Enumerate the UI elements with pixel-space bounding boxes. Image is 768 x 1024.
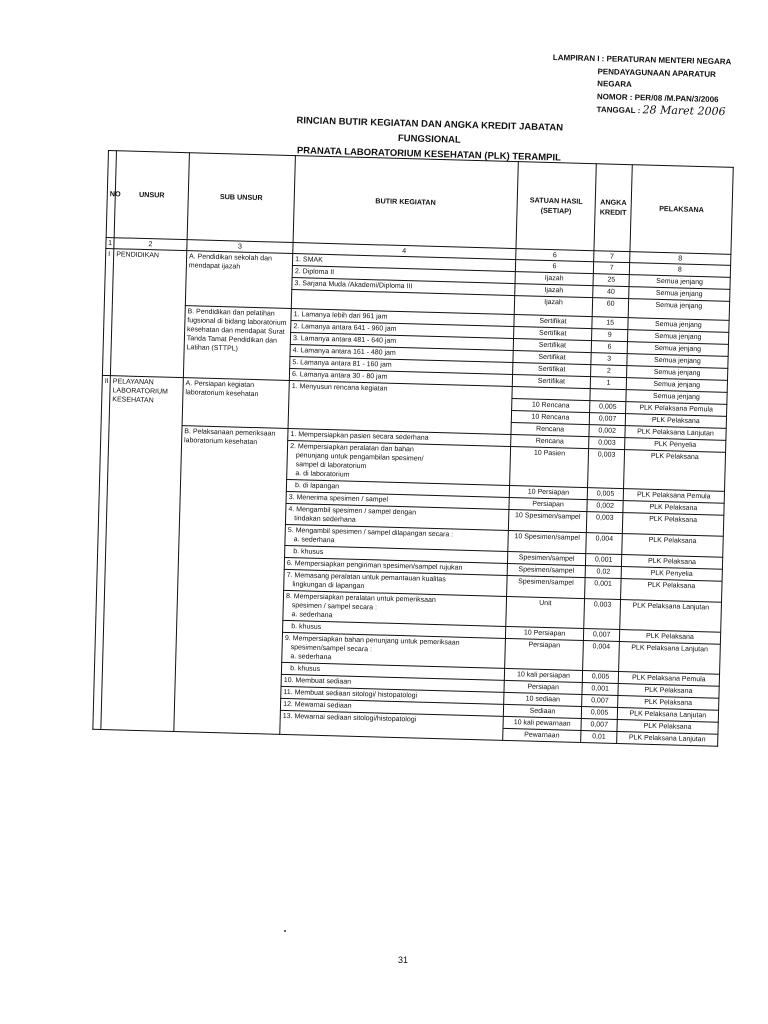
attachment-header bbox=[551, 52, 731, 120]
pelaksana-cell: PLK Penyelia bbox=[621, 567, 722, 582]
butir-cell: 1. Menyusun rencana kegiatan bbox=[288, 380, 512, 434]
section-no: II bbox=[93, 375, 111, 729]
angka-cell: 0,002 bbox=[589, 425, 625, 438]
satuan-cell: Persiapan bbox=[504, 638, 584, 670]
satuan-cell: 10 Spesimen/sampel bbox=[507, 530, 586, 553]
satuan-cell: Unit bbox=[505, 596, 585, 628]
butir-line: a. di laboratorium bbox=[295, 470, 350, 479]
pelaksana-cell: PLK Pelaksana Lanjutan bbox=[617, 707, 718, 722]
satuan-cell: Spesimen/sampel bbox=[507, 563, 586, 577]
header-satuan: SATUAN HASIL (SETIAP) bbox=[516, 162, 597, 251]
pelaksana-cell: Semua jenjang bbox=[628, 318, 729, 333]
angka-cell: 1 bbox=[591, 377, 627, 390]
butir-line: a. sederhana bbox=[291, 611, 333, 620]
pelaksana-cell: PLK Pelaksana bbox=[619, 630, 720, 645]
satuan-cell: 10 Spesimen/sampel bbox=[508, 509, 587, 532]
section-no: I bbox=[102, 248, 114, 375]
pelaksana-cell: PLK Pelaksana bbox=[618, 683, 719, 698]
title-line-1: RINCIAN BUTIR KEGIATAN DAN ANGKA KREDIT JABATAN FUNGSIONAL bbox=[296, 115, 564, 146]
angka-cell: 0,005 bbox=[588, 488, 624, 501]
pelaksana-cell: Semua jenjang bbox=[627, 354, 728, 369]
angka-cell: 0,001 bbox=[585, 578, 621, 600]
title-line-2: PRANATA LABORATORIUM KESEHATAN (PLK) TERAMPIL bbox=[296, 145, 562, 164]
butir-cell: b. khusus bbox=[283, 620, 506, 638]
butir-line: spesimen/sampel secara : bbox=[290, 644, 373, 654]
pelaksana-cell: PLK Pelaksana Lanjutan bbox=[620, 600, 722, 633]
sub-unsur: B. Pelaksanaan pemeriksaan laboratorium kesehatan bbox=[174, 426, 288, 735]
satuan-cell: Rencana bbox=[510, 434, 589, 448]
table-body bbox=[93, 248, 731, 746]
butir-cell: 3. Lamanya antara 481 - 640 jam bbox=[290, 333, 513, 351]
butir-cell bbox=[287, 440, 510, 485]
butir-cell: 6. Mempersiapkan pengiriman spesimen/sampel rujukan bbox=[284, 557, 507, 575]
butir-cell: b. khusus bbox=[281, 662, 504, 680]
satuan-cell: 10 kali persiapan bbox=[504, 668, 583, 682]
satuan-cell: Ijazah bbox=[514, 284, 593, 298]
satuan-cell: Sertifikat bbox=[513, 339, 592, 353]
pelaksana-cell: PLK Pelaksana Lanjutan bbox=[616, 731, 717, 746]
satuan-cell: Sediaan bbox=[503, 704, 582, 718]
section-unsur: PENDIDIKAN bbox=[110, 249, 186, 378]
angka-cell: 0,007 bbox=[582, 695, 618, 708]
pelaksana-cell: PLK Pelaksana bbox=[617, 695, 718, 710]
angka-cell: 2 bbox=[591, 365, 627, 378]
header-angka: ANGKA KREDIT bbox=[594, 164, 632, 252]
satuan-cell: 10 Rencana bbox=[511, 411, 590, 425]
pelaksana-cell: Semua jenjang bbox=[626, 390, 727, 405]
section-unsur: PELAYANAN LABORATORIUM KESEHATAN bbox=[101, 376, 183, 732]
attachment-nomor: NOMOR : PER/08 /M.PAN/3/2006 bbox=[596, 91, 719, 104]
header-sub-unsur: SUB UNSUR bbox=[187, 153, 296, 243]
butir-line: 9. Mempersiapkan bahan penunjang untuk pemeriksaan bbox=[284, 634, 460, 647]
pelaksana-cell: Semua jenjang bbox=[626, 366, 727, 381]
satuan-cell: Sertifikat bbox=[513, 315, 592, 329]
pelaksana-cell: PLK Pelaksana Pemula bbox=[623, 489, 724, 504]
butir-cell: 13. Mewarnai sediaan sitologi/histopatologi bbox=[280, 710, 503, 740]
colnum-4: 4 bbox=[293, 243, 516, 260]
pelaksana-cell: PLK Pelaksana bbox=[625, 414, 726, 429]
satuan-cell: Ijazah bbox=[514, 296, 593, 317]
butir-cell: b. khusus bbox=[285, 545, 508, 563]
angka-cell: 0,02 bbox=[586, 566, 622, 579]
butir-cell: b. di lapangan bbox=[286, 479, 509, 497]
tanggal-label: TANGGAL : bbox=[596, 105, 641, 116]
colnum-3: 3 bbox=[187, 240, 293, 254]
angka-cell: 0,007 bbox=[581, 719, 617, 732]
pelaksana-cell: Semua jenjang bbox=[629, 275, 730, 290]
sub-unsur: A. Persiapan kegiatan laboratorium kesehatan bbox=[182, 378, 289, 429]
angka-cell: 0,001 bbox=[586, 554, 622, 567]
pelaksana-cell: PLK Pelaksana bbox=[623, 450, 725, 492]
satuan-cell: Pewarnaan bbox=[502, 728, 581, 742]
angka-cell: 0,001 bbox=[582, 683, 618, 696]
satuan-cell: Sertifikat bbox=[513, 327, 592, 341]
tanggal-handwritten: 28 Maret 2006 bbox=[642, 103, 726, 119]
pelaksana-cell: Semua jenjang bbox=[628, 299, 730, 321]
pelaksana-cell: PLK Pelaksana bbox=[622, 534, 724, 558]
butir-line: a. sederhana bbox=[293, 536, 335, 545]
pelaksana-cell: Semua jenjang bbox=[628, 287, 729, 302]
butir-line: sampel di laboratorium bbox=[295, 461, 367, 471]
header-butir: BUTIR KEGIATAN bbox=[293, 156, 518, 249]
angka-cell: 0,003 bbox=[584, 599, 620, 630]
pelaksana-cell: PLK Penyelia bbox=[624, 438, 725, 453]
butir-cell: 2. Diploma II bbox=[292, 266, 515, 284]
butir-line: tindakan sederhana bbox=[294, 515, 356, 524]
attachment-line-2: PENDAYAGUNAAN APARATUR bbox=[597, 66, 717, 79]
butir-cell: 11. Membuat sediaan sitologi/ histopatologi bbox=[281, 686, 504, 704]
table-wrapper bbox=[92, 150, 733, 747]
angka-cell: 25 bbox=[593, 274, 629, 287]
satuan-cell: 10 Rencana bbox=[511, 399, 590, 413]
satuan-cell: Ijazah bbox=[515, 272, 594, 286]
pelaksana-cell: PLK Pelaksana bbox=[622, 513, 724, 537]
satuan-cell: 10 Persiapan bbox=[505, 626, 584, 640]
pelaksana-cell: Semua jenjang bbox=[627, 330, 728, 345]
colnum-2: 2 bbox=[114, 238, 187, 251]
angka-cell: 0,004 bbox=[583, 641, 619, 672]
pelaksana-cell: PLK Pelaksana bbox=[623, 501, 724, 516]
attachment-line-3: NEGARA bbox=[597, 79, 633, 89]
angka-cell: 0,003 bbox=[588, 449, 624, 489]
page-number: 31 bbox=[398, 955, 409, 965]
butir-cell: 1. Lamanya lebih dari 961 jam bbox=[291, 309, 514, 327]
angka-cell: 0,005 bbox=[590, 401, 626, 414]
butir-cell: 3. Menerima spesimen / sampel bbox=[286, 491, 509, 509]
pelaksana-cell: Semua jenjang bbox=[626, 378, 727, 393]
butir-line: 4. Mengambil spesimen / sampel dengan bbox=[288, 506, 417, 517]
sub-unsur: B. Pendidikan dan pelatihan fugsional di bidang laboratorium kesehatan dan mendapat Surat Tanda Tamat Pendidikan dan Latihan (STTPL) bbox=[183, 306, 291, 381]
colnum-7: 7 bbox=[594, 251, 630, 263]
angka-cell: 3 bbox=[591, 353, 627, 366]
satuan-cell: Sertifikat bbox=[512, 375, 591, 389]
angka-cell bbox=[590, 389, 626, 402]
angka-cell: 7 bbox=[594, 262, 630, 275]
header-row bbox=[106, 151, 733, 255]
angka-cell: 0,007 bbox=[584, 629, 620, 642]
pelaksana-cell: PLK Pelaksana Lanjutan bbox=[618, 642, 720, 675]
butir-line: 8. Mempersiapkan peralatan untuk pemeriksaan bbox=[285, 592, 436, 605]
colnum-8: 8 bbox=[629, 252, 730, 266]
angka-cell: 0,003 bbox=[587, 512, 623, 534]
satuan-cell: Rencana bbox=[511, 422, 590, 436]
angka-cell: 0,005 bbox=[582, 707, 618, 720]
satuan-cell: 6 bbox=[515, 260, 594, 274]
butir-cell: 4. Lamanya antara 161 - 480 jam bbox=[290, 345, 513, 363]
pelaksana-cell: PLK Pelaksana Lanjutan bbox=[625, 426, 726, 441]
butir-line: 2. Mempersiapkan peralatan dan bahan bbox=[290, 443, 414, 454]
satuan-cell: Persiapan bbox=[504, 680, 583, 694]
butir-line: spesimen / sampel secara : bbox=[291, 602, 378, 612]
attachment-line-1: LAMPIRAN I : PERATURAN MENTERI NEGARA bbox=[552, 52, 732, 67]
butir-cell: 2. Lamanya antara 641 - 960 jam bbox=[291, 321, 514, 339]
colnum-6: 6 bbox=[515, 249, 594, 262]
pelaksana-cell: PLK Pelaksana Pemula bbox=[618, 671, 719, 686]
satuan-cell: 10 sediaan bbox=[503, 692, 582, 706]
butir-cell: 5. Lamanya antara 81 - 160 jam bbox=[290, 357, 513, 375]
credit-table bbox=[92, 150, 733, 747]
angka-cell: 0,004 bbox=[586, 533, 622, 555]
butir-line: penunjang untuk pengambilan spesimen/ bbox=[295, 452, 424, 463]
butir-line: lingkungan di lapangan bbox=[292, 581, 365, 591]
header-pelaksana: PELAKSANA bbox=[630, 165, 733, 255]
sub-unsur: A. Pendidikan sekolah dan mendapat ijazah bbox=[185, 251, 293, 309]
angka-cell: 0,01 bbox=[581, 731, 617, 744]
satuan-cell: Sertifikat bbox=[512, 363, 591, 377]
angka-cell: 60 bbox=[593, 298, 629, 318]
angka-cell: 15 bbox=[592, 317, 628, 330]
colnum-1: 1 bbox=[106, 237, 114, 248]
satuan-cell: Sertifikat bbox=[512, 351, 591, 365]
attachment-tanggal bbox=[551, 102, 730, 120]
butir-cell: 1. SMAK bbox=[293, 254, 516, 272]
angka-cell: 0,002 bbox=[587, 500, 623, 513]
satuan-cell: Spesimen/sampel bbox=[506, 575, 585, 598]
butir-cell: 1. Mempersiapkan pasien secara sederhana bbox=[288, 428, 511, 446]
header-unsur: UNSUR bbox=[114, 151, 189, 240]
satuan-cell: 10 Persiapan bbox=[509, 485, 588, 499]
butir-cell: 10. Membuat sediaan bbox=[281, 674, 504, 692]
butir-cell: 3. Sarjana Muda /Akademi/Diploma III bbox=[292, 278, 515, 296]
butir-cell: 12. Mewarnai sediaan bbox=[280, 698, 503, 716]
pelaksana-cell: PLK Pelaksana bbox=[621, 555, 722, 570]
butir-line: a. sederhana bbox=[290, 653, 332, 662]
satuan-cell: Persiapan bbox=[508, 497, 587, 511]
satuan-cell: Spesimen/sampel bbox=[507, 551, 586, 565]
pelaksana-cell: PLK Pelaksana bbox=[617, 719, 718, 734]
angka-cell: 0,005 bbox=[583, 671, 619, 684]
pelaksana-cell: PLK Pelaksana Pemula bbox=[625, 402, 726, 417]
angka-cell: 9 bbox=[592, 329, 628, 342]
pelaksana-cell: Semua jenjang bbox=[627, 342, 728, 357]
angka-cell: 40 bbox=[593, 286, 629, 299]
pelaksana-cell: 8 bbox=[629, 263, 730, 278]
satuan-cell: 10 kali pewarnaan bbox=[503, 716, 582, 730]
butir-line: 7. Memasang peralatan untuk pemantauan kualitas bbox=[286, 571, 446, 584]
angka-cell: 0,007 bbox=[590, 413, 626, 426]
angka-cell: 0,003 bbox=[589, 437, 625, 450]
satuan-cell: 10 Pasien bbox=[509, 446, 589, 487]
butir-cell: 6. Lamanya antara 30 - 80 jam bbox=[289, 368, 512, 386]
butir-line: 5. Mengambil spesimen / sampel dilapangan secara : bbox=[287, 527, 454, 539]
header-no: NO bbox=[106, 151, 116, 238]
pelaksana-cell: PLK Pelaksana bbox=[620, 579, 722, 603]
scan-speck bbox=[284, 930, 286, 932]
angka-cell: 6 bbox=[592, 341, 628, 354]
